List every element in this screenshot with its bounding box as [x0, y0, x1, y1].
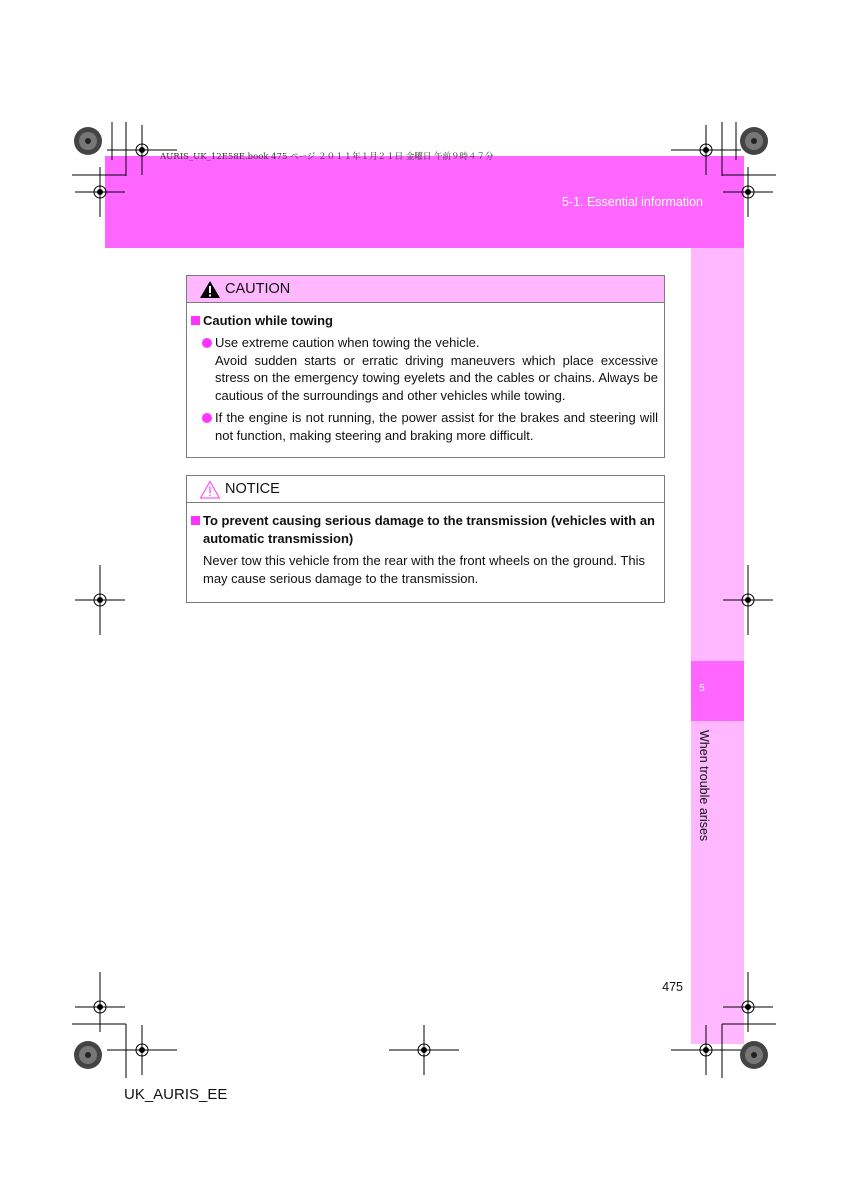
document-code: UK_AURIS_EE — [124, 1086, 228, 1103]
section-title: 5-1. Essential information — [561, 195, 703, 209]
chapter-title: When trouble arises — [697, 730, 711, 842]
notice-body: Never tow this vehicle from the rear with the front wheels on the ground. This may cause serious damage to the transmission. — [203, 553, 645, 586]
caution-title: CAUTION — [225, 281, 291, 297]
chapter-number: 5 — [699, 683, 705, 694]
notice-title: NOTICE — [225, 481, 280, 497]
notice-heading-text: To prevent causing serious damage to the transmission (vehicles with an automatic transmission) — [203, 513, 655, 546]
caution-bullet-2-text: If the engine is not running, the power assist for the brakes and steering will not function, making steering and braking more difficult. — [215, 410, 658, 443]
page-number: 475 — [662, 980, 683, 994]
print-info: AURIS_UK_12E58E.book 475 ページ ２０１１年１月２１日 金曜日 午前９時４７分 — [160, 152, 494, 162]
caution-heading-text: Caution while towing — [203, 313, 333, 328]
caution-bullet-1-line1: Use extreme caution when towing the vehicle. — [215, 335, 480, 350]
caution-bullet-1-line2: Avoid sudden starts or erratic driving maneuvers which place excessive stress on the emergency towing eyelets and the cables or chains. Always be cautious of the surroundings and other vehicles while towing. — [215, 352, 658, 403]
